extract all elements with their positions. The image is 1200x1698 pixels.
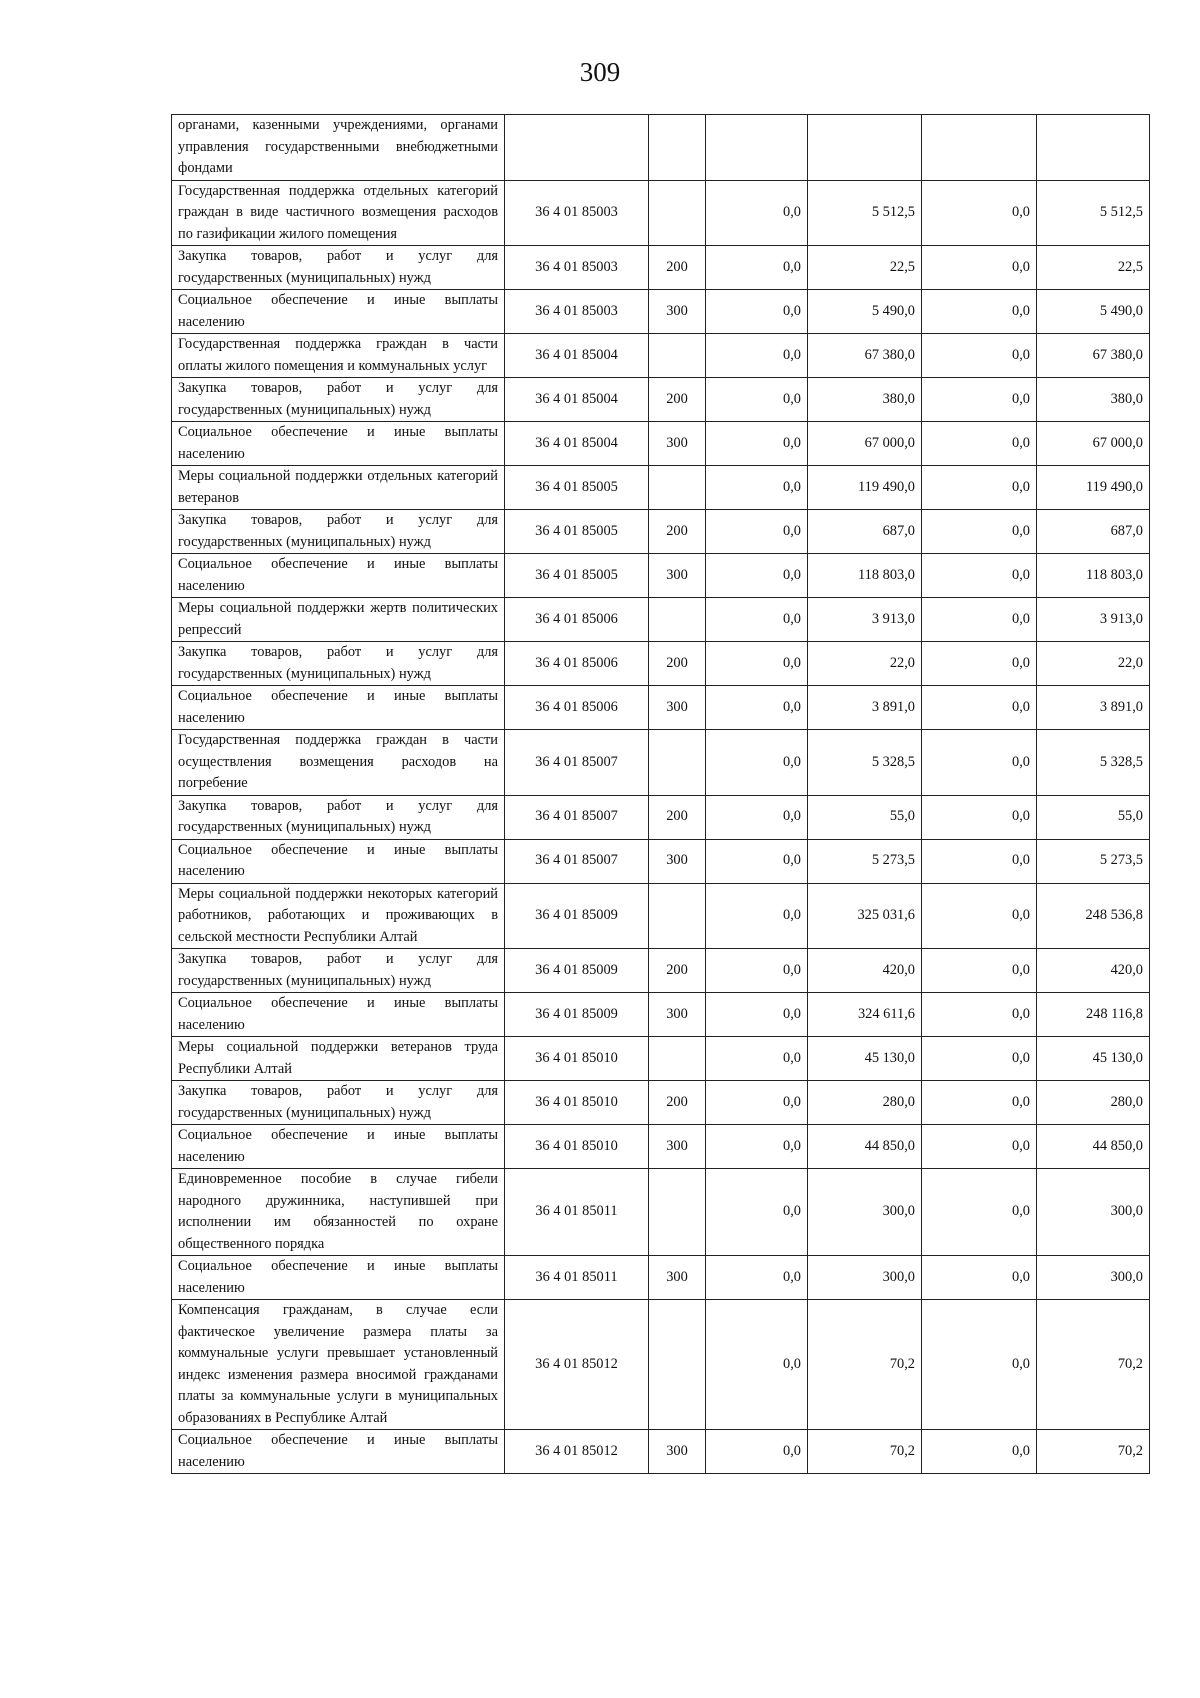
row-value-3-cell: 0,0 bbox=[922, 466, 1037, 510]
row-code-cell: 36 4 01 85007 bbox=[505, 730, 649, 796]
row-code-cell: 36 4 01 85010 bbox=[505, 1081, 649, 1125]
row-value-1-cell: 0,0 bbox=[706, 1037, 808, 1081]
table-row bbox=[172, 1169, 1150, 1256]
row-value-3-cell: 0,0 bbox=[922, 290, 1037, 334]
row-value-2-cell: 325 031,6 bbox=[808, 883, 922, 949]
row-value-4-cell: 3 891,0 bbox=[1037, 686, 1150, 730]
table-row bbox=[172, 422, 1150, 466]
row-type-cell: 200 bbox=[649, 1081, 706, 1125]
row-value-4-cell: 3 913,0 bbox=[1037, 598, 1150, 642]
table-row bbox=[172, 730, 1150, 796]
row-code-cell: 36 4 01 85007 bbox=[505, 795, 649, 839]
row-value-3-cell: 0,0 bbox=[922, 598, 1037, 642]
row-type-cell: 200 bbox=[649, 949, 706, 993]
row-name-cell: Социальное обеспечение и иные выплаты населению bbox=[172, 839, 505, 883]
row-name-cell: Меры социальной поддержки ветеранов труда Республики Алтай bbox=[172, 1037, 505, 1081]
row-type-cell: 300 bbox=[649, 686, 706, 730]
table-row bbox=[172, 334, 1150, 378]
row-value-4-cell: 5 328,5 bbox=[1037, 730, 1150, 796]
row-value-3-cell: 0,0 bbox=[922, 1300, 1037, 1430]
row-value-1-cell: 0,0 bbox=[706, 422, 808, 466]
row-value-2-cell: 22,5 bbox=[808, 246, 922, 290]
row-type-cell bbox=[649, 598, 706, 642]
row-value-1-cell: 0,0 bbox=[706, 883, 808, 949]
row-value-2-cell: 687,0 bbox=[808, 510, 922, 554]
row-value-1-cell: 0,0 bbox=[706, 642, 808, 686]
row-value-3-cell bbox=[922, 115, 1037, 181]
row-value-4-cell: 5 273,5 bbox=[1037, 839, 1150, 883]
row-type-cell bbox=[649, 466, 706, 510]
table-row bbox=[172, 686, 1150, 730]
row-value-2-cell: 44 850,0 bbox=[808, 1125, 922, 1169]
row-name-cell: Социальное обеспечение и иные выплаты населению bbox=[172, 290, 505, 334]
row-value-2-cell: 280,0 bbox=[808, 1081, 922, 1125]
row-value-3-cell: 0,0 bbox=[922, 949, 1037, 993]
row-value-2-cell: 67 380,0 bbox=[808, 334, 922, 378]
row-value-1-cell: 0,0 bbox=[706, 510, 808, 554]
row-name-cell: Закупка товаров, работ и услуг для государственных (муниципальных) нужд bbox=[172, 1081, 505, 1125]
row-name-cell: Социальное обеспечение и иные выплаты населению bbox=[172, 422, 505, 466]
row-code-cell: 36 4 01 85006 bbox=[505, 598, 649, 642]
row-value-1-cell bbox=[706, 115, 808, 181]
table-row bbox=[172, 466, 1150, 510]
row-value-1-cell: 0,0 bbox=[706, 378, 808, 422]
row-type-cell: 300 bbox=[649, 993, 706, 1037]
row-value-4-cell: 70,2 bbox=[1037, 1300, 1150, 1430]
table-row bbox=[172, 993, 1150, 1037]
table-row bbox=[172, 598, 1150, 642]
row-value-3-cell: 0,0 bbox=[922, 686, 1037, 730]
row-value-2-cell: 118 803,0 bbox=[808, 554, 922, 598]
row-type-cell bbox=[649, 883, 706, 949]
row-value-4-cell: 248 116,8 bbox=[1037, 993, 1150, 1037]
row-value-3-cell: 0,0 bbox=[922, 1125, 1037, 1169]
row-value-2-cell: 70,2 bbox=[808, 1300, 922, 1430]
row-value-1-cell: 0,0 bbox=[706, 686, 808, 730]
row-type-cell: 300 bbox=[649, 290, 706, 334]
row-value-3-cell: 0,0 bbox=[922, 554, 1037, 598]
row-name-cell: Социальное обеспечение и иные выплаты населению bbox=[172, 554, 505, 598]
row-code-cell: 36 4 01 85007 bbox=[505, 839, 649, 883]
row-code-cell: 36 4 01 85005 bbox=[505, 554, 649, 598]
row-value-4-cell: 118 803,0 bbox=[1037, 554, 1150, 598]
row-value-3-cell: 0,0 bbox=[922, 334, 1037, 378]
row-type-cell: 200 bbox=[649, 378, 706, 422]
row-code-cell: 36 4 01 85012 bbox=[505, 1300, 649, 1430]
row-value-3-cell: 0,0 bbox=[922, 422, 1037, 466]
row-value-1-cell: 0,0 bbox=[706, 334, 808, 378]
row-value-4-cell: 44 850,0 bbox=[1037, 1125, 1150, 1169]
row-name-cell: Закупка товаров, работ и услуг для государственных (муниципальных) нужд bbox=[172, 949, 505, 993]
row-name-cell: органами, казенными учреждениями, органами управления государственными внебюджетными фондами bbox=[172, 115, 505, 181]
row-value-1-cell: 0,0 bbox=[706, 180, 808, 246]
row-name-cell: Социальное обеспечение и иные выплаты населению bbox=[172, 1430, 505, 1474]
row-value-3-cell: 0,0 bbox=[922, 1081, 1037, 1125]
row-value-1-cell: 0,0 bbox=[706, 290, 808, 334]
row-value-4-cell: 300,0 bbox=[1037, 1169, 1150, 1256]
row-value-3-cell: 0,0 bbox=[922, 730, 1037, 796]
row-value-3-cell: 0,0 bbox=[922, 180, 1037, 246]
row-value-4-cell: 687,0 bbox=[1037, 510, 1150, 554]
row-value-4-cell: 22,0 bbox=[1037, 642, 1150, 686]
row-value-2-cell: 67 000,0 bbox=[808, 422, 922, 466]
row-type-cell: 300 bbox=[649, 1125, 706, 1169]
row-code-cell: 36 4 01 85005 bbox=[505, 466, 649, 510]
row-name-cell: Государственная поддержка отдельных категорий граждан в виде частичного возмещения расходов по газификации жилого помещения bbox=[172, 180, 505, 246]
table-row bbox=[172, 246, 1150, 290]
row-value-2-cell: 300,0 bbox=[808, 1256, 922, 1300]
row-value-4-cell: 248 536,8 bbox=[1037, 883, 1150, 949]
row-value-2-cell: 5 273,5 bbox=[808, 839, 922, 883]
table-row bbox=[172, 949, 1150, 993]
row-name-cell: Меры социальной поддержки некоторых категорий работников, работающих и проживающих в сельской местности Республики Алтай bbox=[172, 883, 505, 949]
row-value-3-cell: 0,0 bbox=[922, 1256, 1037, 1300]
row-value-3-cell: 0,0 bbox=[922, 510, 1037, 554]
row-type-cell bbox=[649, 730, 706, 796]
row-name-cell: Меры социальной поддержки жертв политических репрессий bbox=[172, 598, 505, 642]
row-value-1-cell: 0,0 bbox=[706, 1125, 808, 1169]
row-code-cell: 36 4 01 85009 bbox=[505, 883, 649, 949]
row-code-cell: 36 4 01 85004 bbox=[505, 422, 649, 466]
row-value-4-cell: 55,0 bbox=[1037, 795, 1150, 839]
row-type-cell bbox=[649, 180, 706, 246]
row-value-1-cell: 0,0 bbox=[706, 949, 808, 993]
row-code-cell: 36 4 01 85003 bbox=[505, 246, 649, 290]
row-code-cell: 36 4 01 85009 bbox=[505, 949, 649, 993]
row-value-4-cell: 300,0 bbox=[1037, 1256, 1150, 1300]
row-value-4-cell: 5 490,0 bbox=[1037, 290, 1150, 334]
row-code-cell: 36 4 01 85009 bbox=[505, 993, 649, 1037]
row-value-3-cell: 0,0 bbox=[922, 839, 1037, 883]
table-row bbox=[172, 1256, 1150, 1300]
row-value-2-cell: 324 611,6 bbox=[808, 993, 922, 1037]
table-row bbox=[172, 290, 1150, 334]
row-value-4-cell: 45 130,0 bbox=[1037, 1037, 1150, 1081]
row-type-cell bbox=[649, 334, 706, 378]
table-row bbox=[172, 510, 1150, 554]
row-value-4-cell: 5 512,5 bbox=[1037, 180, 1150, 246]
row-value-3-cell: 0,0 bbox=[922, 1169, 1037, 1256]
row-value-3-cell: 0,0 bbox=[922, 1430, 1037, 1474]
row-value-4-cell: 22,5 bbox=[1037, 246, 1150, 290]
row-value-1-cell: 0,0 bbox=[706, 1256, 808, 1300]
row-name-cell: Социальное обеспечение и иные выплаты населению bbox=[172, 993, 505, 1037]
row-value-4-cell bbox=[1037, 115, 1150, 181]
row-value-2-cell: 45 130,0 bbox=[808, 1037, 922, 1081]
row-value-3-cell: 0,0 bbox=[922, 246, 1037, 290]
row-value-4-cell: 67 000,0 bbox=[1037, 422, 1150, 466]
row-type-cell: 200 bbox=[649, 795, 706, 839]
row-name-cell: Единовременное пособие в случае гибели народного дружинника, наступившей при исполнении им обязанностей по охране общественного порядка bbox=[172, 1169, 505, 1256]
row-type-cell: 200 bbox=[649, 642, 706, 686]
row-value-2-cell: 3 891,0 bbox=[808, 686, 922, 730]
row-value-4-cell: 67 380,0 bbox=[1037, 334, 1150, 378]
row-value-2-cell: 70,2 bbox=[808, 1430, 922, 1474]
row-name-cell: Государственная поддержка граждан в части оплаты жилого помещения и коммунальных услуг bbox=[172, 334, 505, 378]
row-name-cell: Социальное обеспечение и иные выплаты населению bbox=[172, 1125, 505, 1169]
row-value-1-cell: 0,0 bbox=[706, 993, 808, 1037]
row-value-4-cell: 70,2 bbox=[1037, 1430, 1150, 1474]
row-value-3-cell: 0,0 bbox=[922, 993, 1037, 1037]
row-value-2-cell: 5 512,5 bbox=[808, 180, 922, 246]
table-row bbox=[172, 1037, 1150, 1081]
table-row bbox=[172, 1125, 1150, 1169]
row-name-cell: Закупка товаров, работ и услуг для государственных (муниципальных) нужд bbox=[172, 795, 505, 839]
row-code-cell: 36 4 01 85006 bbox=[505, 642, 649, 686]
row-name-cell: Компенсация гражданам, в случае если фактическое увеличение размера платы за коммунальные услуги превышает установленный индекс изменения размера вносимой гражданами платы за коммунальные услуги в муниципальных образованиях в Республике Алтай bbox=[172, 1300, 505, 1430]
row-name-cell: Социальное обеспечение и иные выплаты населению bbox=[172, 1256, 505, 1300]
table-body bbox=[172, 115, 1150, 1474]
row-code-cell: 36 4 01 85010 bbox=[505, 1037, 649, 1081]
row-value-2-cell: 380,0 bbox=[808, 378, 922, 422]
row-value-4-cell: 420,0 bbox=[1037, 949, 1150, 993]
row-value-2-cell: 22,0 bbox=[808, 642, 922, 686]
table-row bbox=[172, 795, 1150, 839]
row-type-cell bbox=[649, 1300, 706, 1430]
table-row bbox=[172, 1300, 1150, 1430]
row-code-cell: 36 4 01 85010 bbox=[505, 1125, 649, 1169]
row-value-4-cell: 280,0 bbox=[1037, 1081, 1150, 1125]
row-type-cell bbox=[649, 1169, 706, 1256]
row-name-cell: Закупка товаров, работ и услуг для государственных (муниципальных) нужд bbox=[172, 642, 505, 686]
row-value-2-cell: 3 913,0 bbox=[808, 598, 922, 642]
row-value-2-cell: 5 328,5 bbox=[808, 730, 922, 796]
row-code-cell bbox=[505, 115, 649, 181]
row-code-cell: 36 4 01 85004 bbox=[505, 378, 649, 422]
row-value-1-cell: 0,0 bbox=[706, 1169, 808, 1256]
row-name-cell: Закупка товаров, работ и услуг для государственных (муниципальных) нужд bbox=[172, 246, 505, 290]
table-row bbox=[172, 1081, 1150, 1125]
table-row bbox=[172, 378, 1150, 422]
row-value-4-cell: 380,0 bbox=[1037, 378, 1150, 422]
table-row bbox=[172, 115, 1150, 181]
row-value-1-cell: 0,0 bbox=[706, 466, 808, 510]
row-code-cell: 36 4 01 85004 bbox=[505, 334, 649, 378]
row-type-cell: 200 bbox=[649, 510, 706, 554]
row-value-1-cell: 0,0 bbox=[706, 730, 808, 796]
row-code-cell: 36 4 01 85011 bbox=[505, 1256, 649, 1300]
table-row bbox=[172, 1430, 1150, 1474]
table-row bbox=[172, 883, 1150, 949]
row-value-3-cell: 0,0 bbox=[922, 1037, 1037, 1081]
row-value-1-cell: 0,0 bbox=[706, 1081, 808, 1125]
row-value-1-cell: 0,0 bbox=[706, 1300, 808, 1430]
row-value-2-cell bbox=[808, 115, 922, 181]
row-value-3-cell: 0,0 bbox=[922, 642, 1037, 686]
row-type-cell: 300 bbox=[649, 1256, 706, 1300]
row-type-cell: 300 bbox=[649, 839, 706, 883]
row-code-cell: 36 4 01 85003 bbox=[505, 290, 649, 334]
row-type-cell: 300 bbox=[649, 1430, 706, 1474]
row-value-1-cell: 0,0 bbox=[706, 246, 808, 290]
row-code-cell: 36 4 01 85005 bbox=[505, 510, 649, 554]
table-row bbox=[172, 839, 1150, 883]
row-value-2-cell: 55,0 bbox=[808, 795, 922, 839]
row-value-2-cell: 420,0 bbox=[808, 949, 922, 993]
row-type-cell: 300 bbox=[649, 554, 706, 598]
row-type-cell: 300 bbox=[649, 422, 706, 466]
row-code-cell: 36 4 01 85003 bbox=[505, 180, 649, 246]
row-code-cell: 36 4 01 85011 bbox=[505, 1169, 649, 1256]
row-name-cell: Социальное обеспечение и иные выплаты населению bbox=[172, 686, 505, 730]
table-row bbox=[172, 554, 1150, 598]
row-value-3-cell: 0,0 bbox=[922, 378, 1037, 422]
row-value-1-cell: 0,0 bbox=[706, 839, 808, 883]
row-value-2-cell: 119 490,0 bbox=[808, 466, 922, 510]
row-name-cell: Закупка товаров, работ и услуг для государственных (муниципальных) нужд bbox=[172, 510, 505, 554]
budget-table bbox=[171, 114, 1150, 1474]
row-type-cell: 200 bbox=[649, 246, 706, 290]
row-value-3-cell: 0,0 bbox=[922, 795, 1037, 839]
row-code-cell: 36 4 01 85012 bbox=[505, 1430, 649, 1474]
row-name-cell: Меры социальной поддержки отдельных категорий ветеранов bbox=[172, 466, 505, 510]
row-value-1-cell: 0,0 bbox=[706, 795, 808, 839]
row-value-2-cell: 5 490,0 bbox=[808, 290, 922, 334]
row-name-cell: Государственная поддержка граждан в части осуществления возмещения расходов на погребение bbox=[172, 730, 505, 796]
row-value-4-cell: 119 490,0 bbox=[1037, 466, 1150, 510]
row-type-cell bbox=[649, 1037, 706, 1081]
row-value-2-cell: 300,0 bbox=[808, 1169, 922, 1256]
table-row bbox=[172, 642, 1150, 686]
row-code-cell: 36 4 01 85006 bbox=[505, 686, 649, 730]
page-number: 309 bbox=[579, 57, 621, 87]
row-value-1-cell: 0,0 bbox=[706, 1430, 808, 1474]
row-type-cell bbox=[649, 115, 706, 181]
row-value-1-cell: 0,0 bbox=[706, 598, 808, 642]
row-value-3-cell: 0,0 bbox=[922, 883, 1037, 949]
row-name-cell: Закупка товаров, работ и услуг для государственных (муниципальных) нужд bbox=[172, 378, 505, 422]
row-value-1-cell: 0,0 bbox=[706, 554, 808, 598]
table-row bbox=[172, 180, 1150, 246]
